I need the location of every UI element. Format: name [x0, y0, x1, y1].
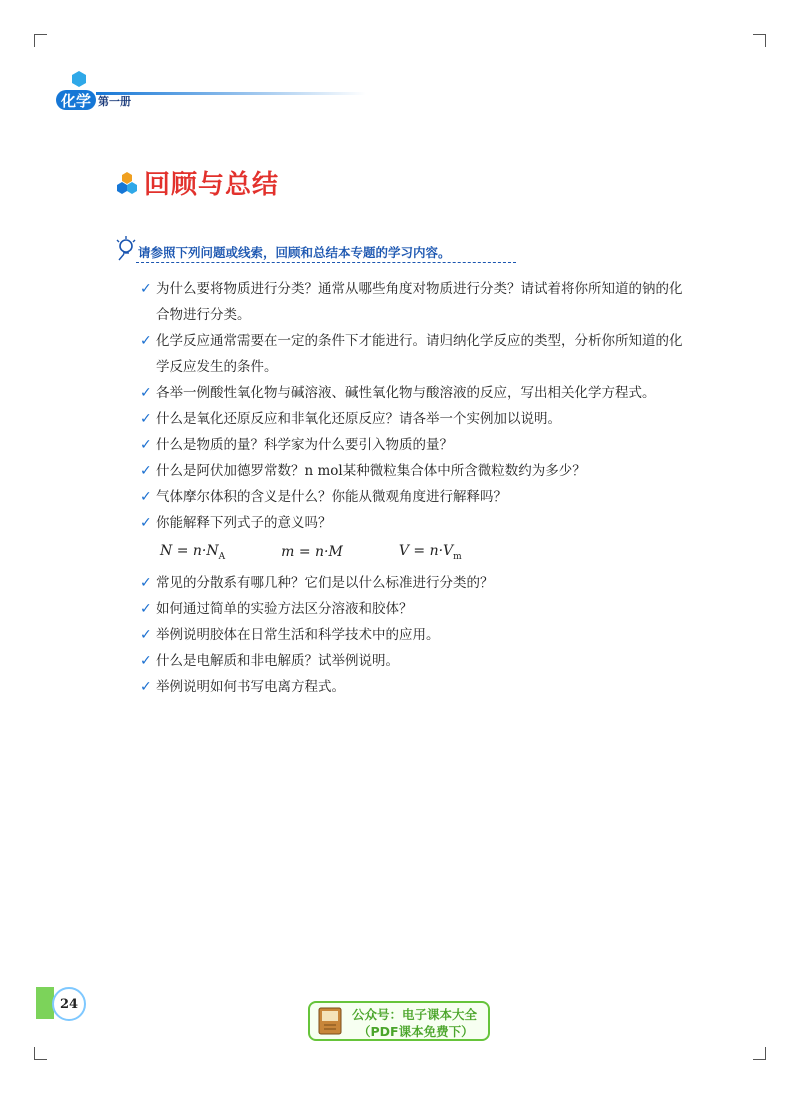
instruction-text: 请参照下列问题或线索，回顾和总结本专题的学习内容。 — [138, 245, 451, 260]
watermark-stamp — [308, 1001, 490, 1041]
question-text: 为什么要将物质进行分类？通常从哪些角度对物质进行分类？请试着将你所知道的钠的化合物进行分类。 — [156, 281, 683, 323]
list-item — [140, 674, 692, 700]
formula-mass: m = n·M — [281, 544, 343, 560]
watermark-line-2: （PDF课本免费下） — [358, 1024, 474, 1039]
volume-label: 第一册 — [98, 95, 131, 108]
hexagon-icon — [70, 70, 88, 88]
list-item — [140, 406, 692, 432]
question-text: 如何通过简单的实验方法区分溶液和胶体？ — [156, 601, 413, 617]
checkmark-icon: ✓ — [140, 333, 152, 349]
crop-mark-top-left — [34, 34, 47, 47]
checkmark-icon: ✓ — [140, 601, 152, 617]
header-divider — [96, 92, 366, 95]
checkmark-icon: ✓ — [140, 575, 152, 591]
question-text: 什么是物质的量？科学家为什么要引入物质的量？ — [156, 437, 453, 453]
page-number: 24 — [52, 987, 86, 1021]
checkmark-icon: ✓ — [140, 627, 152, 643]
checkmark-icon: ✓ — [140, 411, 152, 427]
instruction-underline — [136, 262, 516, 263]
page-title: 回顾与总结 — [144, 170, 280, 200]
question-text: 化学反应通常需要在一定的条件下才能进行。请归纳化学反应的类型，分析你所知道的化学反应发生的条件。 — [156, 333, 683, 375]
checkmark-icon: ✓ — [140, 463, 152, 479]
list-item — [140, 458, 692, 484]
checkmark-icon: ✓ — [140, 679, 152, 695]
formula-row — [160, 538, 692, 566]
question-text: 什么是阿伏加德罗常数？n mol某种微粒集合体中所含微粒数约为多少？ — [156, 463, 586, 479]
question-text: 什么是电解质和非电解质？试举例说明。 — [156, 653, 399, 669]
list-item — [140, 648, 692, 674]
list-item — [140, 328, 692, 380]
list-item — [140, 510, 692, 536]
formula-particle-count: $N = n\cdot N_A$ — [160, 542, 226, 562]
question-text: 举例说明胶体在日常生活和科学技术中的应用。 — [156, 627, 440, 643]
crop-mark-top-right — [753, 34, 766, 47]
question-text: 你能解释下列式子的意义吗？ — [156, 515, 332, 531]
list-item — [140, 432, 692, 458]
list-item — [140, 570, 692, 596]
checkmark-icon: ✓ — [140, 489, 152, 505]
checkmark-icon: ✓ — [140, 281, 152, 297]
section-heading — [116, 164, 279, 201]
question-text: 什么是氧化还原反应和非氧化还原反应？请各举一个实例加以说明。 — [156, 411, 561, 427]
checkmark-icon: ✓ — [140, 515, 152, 531]
book-icon — [316, 1006, 344, 1036]
question-text: 常见的分散系有哪几种？它们是以什么标准进行分类的？ — [156, 575, 494, 591]
instruction-banner — [114, 236, 509, 264]
checkmark-icon: ✓ — [140, 385, 152, 401]
checkmark-icon: ✓ — [140, 653, 152, 669]
lightbulb-icon — [114, 236, 136, 262]
watermark-line-1: 公众号：电子课本大全 — [352, 1007, 478, 1022]
list-item — [140, 380, 692, 406]
review-question-list — [140, 276, 692, 700]
subject-badge: 化学 — [56, 90, 96, 110]
list-item — [140, 622, 692, 648]
question-text: 举例说明如何书写电离方程式。 — [156, 679, 345, 695]
formula-volume: $V = n\cdot V_m$ — [398, 542, 462, 562]
list-item — [140, 276, 692, 328]
list-item — [140, 484, 692, 510]
question-text: 各举一例酸性氧化物与碱溶液、碱性氧化物与酸溶液的反应，写出相关化学方程式。 — [156, 385, 656, 401]
molecule-cluster-icon — [116, 171, 138, 195]
crop-mark-bottom-right — [753, 1047, 766, 1060]
checkmark-icon: ✓ — [140, 437, 152, 453]
list-item — [140, 596, 692, 622]
question-text: 气体摩尔体积的含义是什么？你能从微观角度进行解释吗？ — [156, 489, 507, 505]
crop-mark-bottom-left — [34, 1047, 47, 1060]
